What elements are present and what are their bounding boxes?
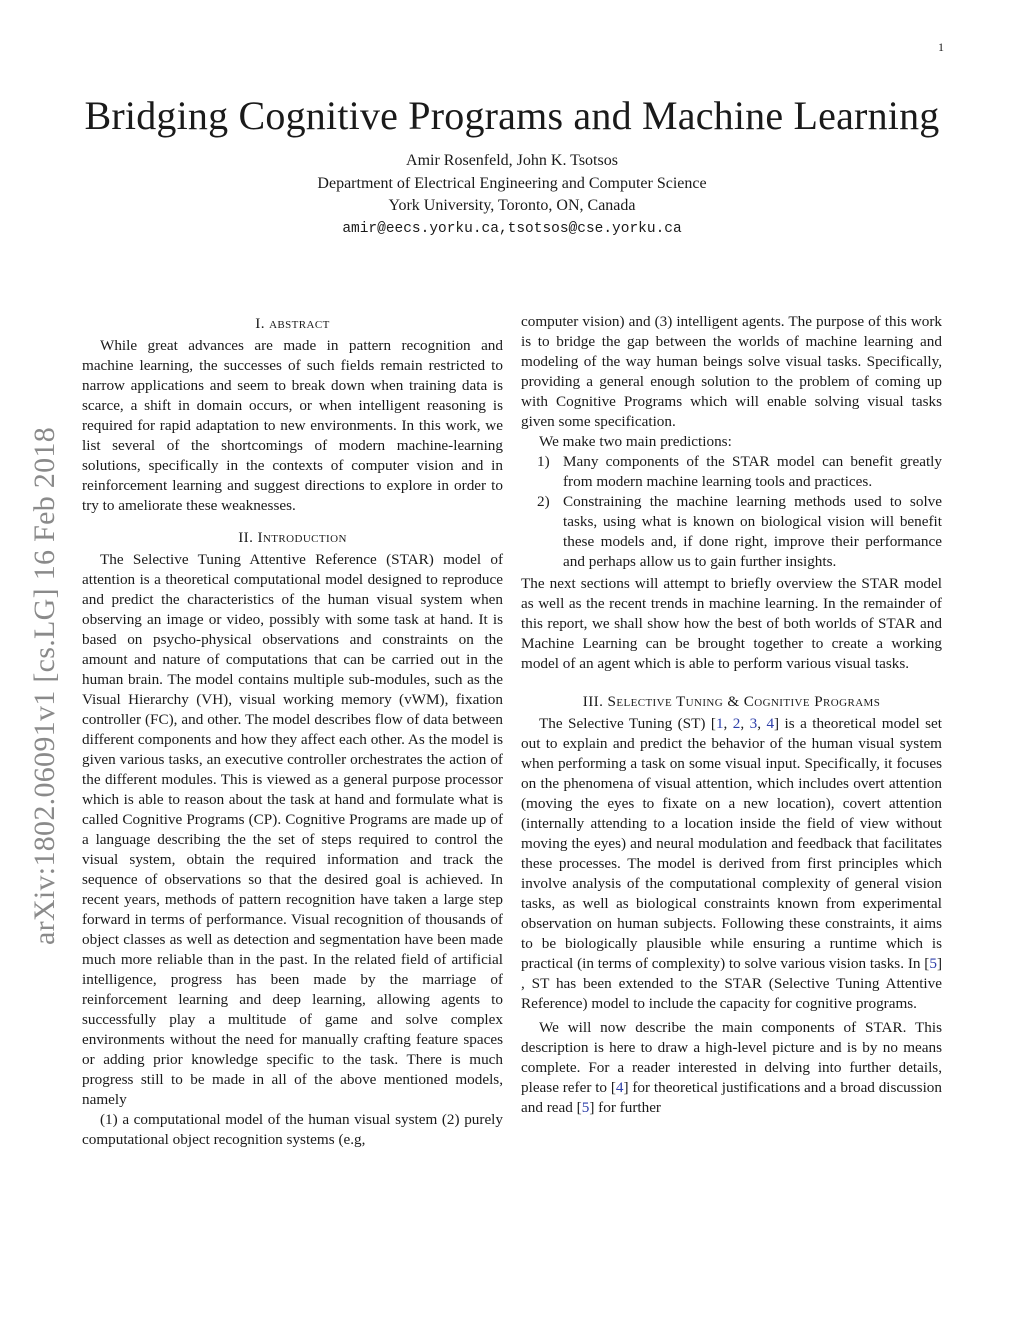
selective-tuning-paragraph-2 (521, 1018, 942, 1118)
abstract-heading: I. abstract (255, 315, 330, 332)
list-item-text: Many components of the STAR model can benefit greatly from modern machine learning tools and practices. (563, 453, 942, 490)
introduction-paragraph-3: The next sections will attempt to briefly overview the STAR model as well as the recent trends in machine learning. In the remainder of this report, we shall show how the best of both worlds of STAR and Machine Learning can be brought together to create a working model of an agent which is able to perform various visual tasks. (521, 575, 942, 672)
page-number: 1 (938, 40, 944, 54)
abstract-paragraph: While great advances are made in pattern recognition and machine learning, the successes of such fields remain restricted to narrow applications and seem to break down when training data is scarce, a shift in domain occurs, or when intelligent reasoning is required for rapid adaptation to new environments. In this work, we list several of the shortcomings of modern machine-learning solutions, specifically in the contexts of computer vision and in reinforcement learning and suggest directions to explore in order to try to ameliorate these weaknesses. (82, 337, 503, 514)
author-block (0, 150, 1024, 240)
citation-link-5b[interactable]: 5 (581, 1099, 590, 1116)
author-department: Department of Electrical Engineering and Computer Science (317, 174, 707, 192)
paragraph-text: We will now describe the main components of STAR. This description is here to draw a high-level picture and is by no means complete. For a reader interested in delving into further details, please refer to [ (521, 1019, 942, 1096)
introduction-paragraph-2-continued: computer vision) and (3) intelligent agents. The purpose of this work is to bridge the gap between the worlds of machine learning and modeling of the way human beings solve visual tasks. Specifically, providing a general enough solution to the problem of coming up with Cognitive Programs which will enable solving visual tasks given some specification. (521, 313, 942, 430)
citation-link-2[interactable]: 2 (732, 715, 741, 732)
predictions-intro: We make two main predictions: (539, 433, 732, 450)
author-email: amir@eecs.yorku.ca,tsotsos@cse.yorku.ca (342, 220, 682, 237)
predictions-list (521, 452, 942, 572)
introduction-heading: II. Introduction (238, 529, 347, 546)
arxiv-stamp: arXiv:1802.06091v1 [cs.LG] 16 Feb 2018 (28, 426, 61, 945)
citation-link-3[interactable]: 3 (749, 715, 758, 732)
left-column (82, 312, 503, 1150)
introduction-paragraph-2: (1) a computational model of the human visual system (2) purely computational object recognition systems (e.g, (82, 1111, 503, 1148)
citation-link-1[interactable]: 1 (715, 715, 724, 732)
right-column (521, 312, 942, 1118)
paragraph-text: ] for further (589, 1099, 661, 1116)
citation-link-4[interactable]: 4 (766, 715, 775, 732)
paragraph-text: ] for theoretical justifications and a broad discussion and read [ (521, 1079, 942, 1116)
list-item (521, 452, 942, 492)
paragraph-text: ] is a theoretical model set out to explain and predict the behavior of the human visual system when performing a task on some visual input. Specifically, it focuses on the phenomena of visual attention, which includes overt attention (moving the eyes to fixate on a new location), covert attention (internally attending to a location inside the field of view without moving the eyes) and neural modulation and feedback that facilitates these processes. The model is derived from first principles which involve analysis of the computational complexity of general vision tasks, as well as biological constraints known from experimental observation on human subjects. Following these constraints, it aims to be biologically plausible while ensuring a runtime which is practical (in terms of complexity) to solve various vision tasks. In [ (521, 715, 943, 972)
selective-tuning-heading: III. Selective Tuning & Cognitive Programs (582, 693, 881, 710)
paragraph-text: ] , ST has been extended to the STAR (Selective Tuning Attentive Reference) model to include the capacity for cognitive programs. (521, 955, 942, 1012)
paragraph-text: The Selective Tuning (ST) [ (539, 715, 716, 732)
list-item-text: Constraining the machine learning methods used to solve tasks, using what is known on biological vision will benefit these models and, if done right, improve their performance and perhaps allow us to gain further insights. (563, 493, 942, 570)
paper-title: Bridging Cognitive Programs and Machine Learning (84, 93, 940, 138)
author-names: Amir Rosenfeld, John K. Tsotsos (406, 152, 618, 169)
citation-link-4b[interactable]: 4 (615, 1079, 624, 1096)
citation-link-5[interactable]: 5 (929, 955, 937, 972)
introduction-paragraph-1: The Selective Tuning Attentive Reference (STAR) model of attention is a theoretical computational model designed to reproduce and predict the characteristics of the human visual system when observing an image or video, possibly with some task at hand. It is based on psycho-physical observations and constraints on the amount and nature of computations that can be carried out in the human brain. The model contains multiple sub-modules, such as the Visual Hierarchy (VH), visual working memory (vWM), fixation controller (FC), and other. The model describes flow of data between different components and how they affect each other. As the model is given various tasks, an executive controller orchestrates the action of the different modules. This is viewed as a general purpose processor which is able to reason about the task at hand and formulate what is called Cognitive Programs (CP). Cognitive Programs are made up of a language describing the the set of steps required to control the visual system, obtain the required information and track the sequence of observations so that the desired goal is achieved. In recent years, methods of pattern recognition have taken a large step forward in terms of performance. Visual recognition of thousands of object classes as well as detection and segmentation have been made much more reliable than in the past. In the related field of artificial intelligence, progress has been made by the marriage of reinforcement learning and deep learning, allowing agents to successfully play a multitude of game and solve complex environments without the need for manually crafting feature spaces or adding prior knowledge specific to the task. There is much progress still to be made in all of the above mentioned models, namely (82, 551, 503, 1108)
selective-tuning-paragraph-1: The Selective Tuning (ST) [1, 2, 3, 4] is a theoretical model set out to explain and predict the behavior of the human visual system when performing a task on some visual input. Specifically, it focuses on the phenomena of visual attention, which includes overt attention (moving the eyes to fixate on a new location), covert attention (internally attending to a location inside the field of view without moving the eyes) and neural modulation and feedback that facilitates these processes. The model is derived from first principles which involve analysis of the computational complexity of general vision tasks, as well as biological constraints known from experimental observation on human subjects. Following these constraints, it aims to be biologically plausible while ensuring a runtime which is practical (in terms of complexity) to solve various vision tasks. In [5] , ST has been extended to the STAR (Selective Tuning Attentive Reference) model to include the capacity for cognitive programs. (521, 715, 943, 1012)
author-institution: York University, Toronto, ON, Canada (388, 197, 636, 214)
list-item (521, 492, 942, 572)
list-item-number: 2) (537, 493, 550, 510)
list-item-number: 1) (537, 453, 550, 470)
